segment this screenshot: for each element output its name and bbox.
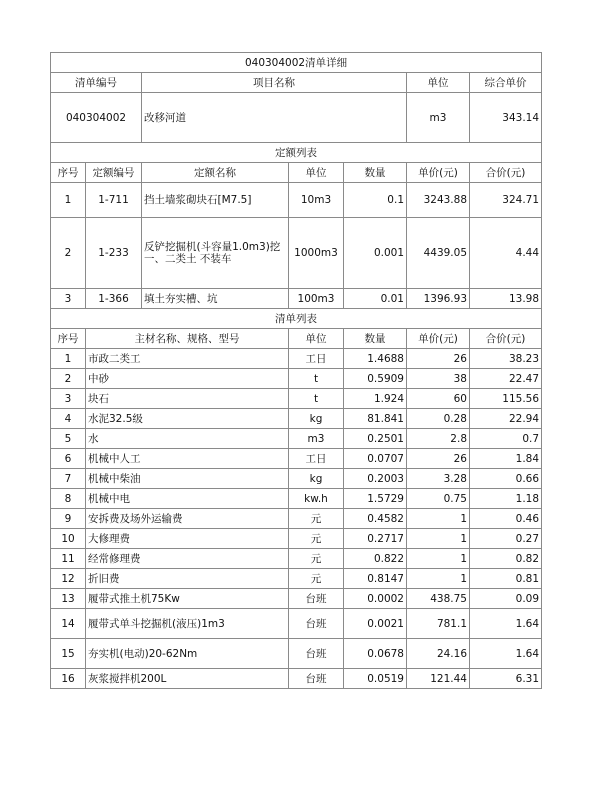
material-seq: 15 [51,639,86,669]
quota-total: 13.98 [470,289,542,309]
header-code: 清单编号 [51,73,142,93]
quota-total: 324.71 [470,183,542,218]
material-seq: 7 [51,469,86,489]
material-row [51,469,542,489]
material-total: 22.47 [470,369,542,389]
material-qty: 0.822 [344,549,407,569]
material-total: 0.82 [470,549,542,569]
material-unit: 台班 [289,589,344,609]
material-row [51,409,542,429]
material-row [51,449,542,469]
header-name: 项目名称 [142,73,407,93]
material-name: 夯实机(电动)20-62Nm [86,639,289,669]
material-price: 26 [407,449,470,469]
material-unit: kg [289,469,344,489]
material-name: 水泥32.5级 [86,409,289,429]
quota-code: 1-711 [86,183,142,218]
material-price: 26 [407,349,470,369]
material-total: 1.84 [470,449,542,469]
material-name: 机械中柴油 [86,469,289,489]
material-seq: 14 [51,609,86,639]
quota-header-qty: 数量 [344,163,407,183]
material-total: 115.56 [470,389,542,409]
material-seq: 9 [51,509,86,529]
material-name: 折旧费 [86,569,289,589]
material-total: 0.81 [470,569,542,589]
material-total: 6.31 [470,669,542,689]
material-qty: 0.8147 [344,569,407,589]
material-unit: kw.h [289,489,344,509]
material-qty: 81.841 [344,409,407,429]
material-unit: 台班 [289,609,344,639]
quota-unit: 1000m3 [289,218,344,289]
material-qty: 0.2003 [344,469,407,489]
quota-code: 1-233 [86,218,142,289]
quota-qty: 0.001 [344,218,407,289]
material-seq: 4 [51,409,86,429]
quota-seq: 3 [51,289,86,309]
material-qty: 0.0678 [344,639,407,669]
material-header-unit: 单位 [289,329,344,349]
material-price: 1 [407,569,470,589]
material-seq: 3 [51,389,86,409]
material-price: 60 [407,389,470,409]
material-price: 24.16 [407,639,470,669]
material-row [51,589,542,609]
material-total: 1.64 [470,639,542,669]
material-total: 0.46 [470,509,542,529]
quota-seq: 2 [51,218,86,289]
material-name: 履带式推土机75Kw [86,589,289,609]
material-unit: m3 [289,429,344,449]
item-price: 343.14 [470,93,542,143]
quota-header-total: 合价(元) [470,163,542,183]
material-price: 3.28 [407,469,470,489]
material-header-total: 合价(元) [470,329,542,349]
material-row [51,549,542,569]
material-qty: 0.4582 [344,509,407,529]
material-qty: 1.5729 [344,489,407,509]
material-row [51,489,542,509]
material-row [51,569,542,589]
material-section-title: 清单列表 [51,309,542,329]
material-row [51,509,542,529]
material-qty: 1.4688 [344,349,407,369]
quota-name: 挡土墙浆砌块石[M7.5] [142,183,289,218]
material-qty: 0.0519 [344,669,407,689]
material-total: 0.27 [470,529,542,549]
quota-seq: 1 [51,183,86,218]
quota-header-price: 单价(元) [407,163,470,183]
material-price: 781.1 [407,609,470,639]
header-unit: 单位 [407,73,470,93]
item-name: 改移河道 [142,93,407,143]
material-header-qty: 数量 [344,329,407,349]
material-price: 0.75 [407,489,470,509]
material-price: 0.28 [407,409,470,429]
quota-unit: 100m3 [289,289,344,309]
material-unit: 工日 [289,349,344,369]
material-total: 22.94 [470,409,542,429]
material-row [51,609,542,639]
material-name: 灰浆搅拌机200L [86,669,289,689]
material-row [51,639,542,669]
material-seq: 10 [51,529,86,549]
material-total: 1.18 [470,489,542,509]
quota-unit: 10m3 [289,183,344,218]
material-unit: 元 [289,549,344,569]
material-seq: 1 [51,349,86,369]
material-seq: 11 [51,549,86,569]
material-name: 市政二类工 [86,349,289,369]
quota-price: 3243.88 [407,183,470,218]
material-total: 38.23 [470,349,542,369]
quota-qty: 0.1 [344,183,407,218]
material-unit: 台班 [289,669,344,689]
item-code: 040304002 [51,93,142,143]
material-price: 38 [407,369,470,389]
table-title: 040304002清单详细 [51,53,542,73]
material-unit: 元 [289,569,344,589]
material-unit: 元 [289,529,344,549]
material-unit: 元 [289,509,344,529]
material-header-seq: 序号 [51,329,86,349]
material-row [51,369,542,389]
quota-row [51,218,542,289]
material-qty: 0.0002 [344,589,407,609]
material-name: 经常修理费 [86,549,289,569]
header-price: 综合单价 [470,73,542,93]
quota-price: 1396.93 [407,289,470,309]
material-total: 0.66 [470,469,542,489]
material-seq: 16 [51,669,86,689]
material-row [51,529,542,549]
material-header-name: 主材名称、规格、型号 [86,329,289,349]
material-price: 2.8 [407,429,470,449]
quota-price: 4439.05 [407,218,470,289]
material-name: 安拆费及场外运输费 [86,509,289,529]
material-row [51,669,542,689]
material-name: 块石 [86,389,289,409]
quota-header-name: 定额名称 [142,163,289,183]
material-price: 438.75 [407,589,470,609]
material-price: 1 [407,529,470,549]
quota-code: 1-366 [86,289,142,309]
material-price: 1 [407,509,470,529]
quota-name: 填土夯实槽、坑 [142,289,289,309]
material-qty: 0.0707 [344,449,407,469]
material-unit: 台班 [289,639,344,669]
material-name: 水 [86,429,289,449]
material-unit: t [289,389,344,409]
material-qty: 1.924 [344,389,407,409]
material-row [51,389,542,409]
quota-row [51,289,542,309]
material-qty: 0.5909 [344,369,407,389]
material-price: 1 [407,549,470,569]
material-name: 中砂 [86,369,289,389]
material-unit: t [289,369,344,389]
quota-header-seq: 序号 [51,163,86,183]
material-price: 121.44 [407,669,470,689]
quota-header-code: 定额编号 [86,163,142,183]
bill-detail-table [50,52,542,689]
material-header-price: 单价(元) [407,329,470,349]
material-seq: 6 [51,449,86,469]
material-total: 0.7 [470,429,542,449]
material-qty: 0.2717 [344,529,407,549]
quota-qty: 0.01 [344,289,407,309]
material-name: 机械中电 [86,489,289,509]
material-seq: 8 [51,489,86,509]
material-row [51,429,542,449]
material-seq: 2 [51,369,86,389]
quota-total: 4.44 [470,218,542,289]
quota-name: 反铲挖掘机(斗容量1.0m3)挖一、二类土 不装车 [142,218,289,289]
material-qty: 0.0021 [344,609,407,639]
quota-header-unit: 单位 [289,163,344,183]
material-qty: 0.2501 [344,429,407,449]
quota-row [51,183,542,218]
material-total: 0.09 [470,589,542,609]
material-unit: kg [289,409,344,429]
quota-section-title: 定额列表 [51,143,542,163]
material-name: 履带式单斗挖掘机(液压)1m3 [86,609,289,639]
material-total: 1.64 [470,609,542,639]
material-name: 大修理费 [86,529,289,549]
material-name: 机械中人工 [86,449,289,469]
item-unit: m3 [407,93,470,143]
material-seq: 12 [51,569,86,589]
material-row [51,349,542,369]
material-unit: 工日 [289,449,344,469]
material-seq: 13 [51,589,86,609]
material-seq: 5 [51,429,86,449]
